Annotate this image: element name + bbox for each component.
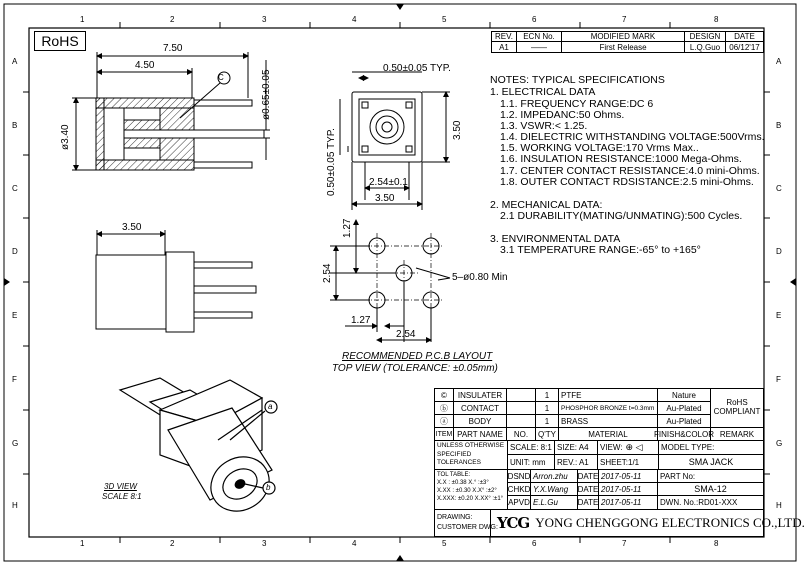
bom-no (506, 414, 536, 428)
bom-qty: 1 (535, 388, 559, 402)
row-label: C (776, 184, 782, 193)
bom-header: Q'TY (535, 427, 559, 441)
ecn-value: —— (516, 41, 562, 53)
projection-icon: ⊕ ◁ (625, 442, 643, 452)
rev-cell: REV.: A1 (554, 454, 598, 470)
row-label: F (776, 375, 781, 384)
dim-overall-length: 7.50 (163, 43, 183, 54)
row-label: D (776, 247, 782, 256)
pcb-dim-left: 2.54 (322, 263, 333, 283)
scale-cell: SCALE: 8:1 (507, 440, 555, 455)
dim-center-spacing: 2.54±0.1 (369, 177, 408, 188)
note-item: 1.6. INSULATION RESISTANCE:1000 Mega-Ohms. (500, 153, 742, 165)
col-label: 8 (714, 539, 719, 548)
dwn-no: DWN. No.:RD01-XXX (657, 495, 764, 510)
modified-value: First Release (561, 41, 685, 53)
row-label: F (12, 375, 17, 384)
row-label: G (12, 439, 19, 448)
bom-finish: Nature (657, 388, 711, 402)
dim-pin-diameter: ø0.65±0.05 (261, 69, 272, 120)
col-label: 3 (262, 539, 267, 548)
model-type-value: SMA JACK (658, 454, 764, 470)
note-item: 1.2. IMPEDANC:50 Ohms. (500, 109, 625, 121)
bom-no (506, 388, 536, 402)
pcb-caption-tolerance: TOP VIEW (TOLERANCE: ±0.05mm) (332, 363, 498, 374)
bom-part: INSULATER (453, 388, 507, 402)
bom-header: PART NAME (453, 427, 507, 441)
col-label: 6 (532, 15, 537, 24)
bom-remark: RoHS COMPLIANT (710, 388, 764, 428)
date-value: 2017-05-11 (598, 482, 658, 496)
unit-cell: UNIT: mm (507, 454, 555, 470)
unless-specified: UNLESS OTHERWISE SPECIFIED TOLERANCES (434, 440, 508, 470)
ecn-header: ECN No. (516, 31, 562, 42)
note-item: 1.4. DIELECTRIC WITHSTANDING VOLTAGE:500Vrms. (500, 131, 765, 143)
bom-finish: Au-Plated (657, 414, 711, 428)
pcb-dim-bottom: 2.54 (396, 329, 416, 340)
note-item: 1.7. CENTER CONTACT RESISTANCE:4.0 mini-Ohms. (500, 165, 760, 177)
row-label: H (12, 501, 18, 510)
col-label: 2 (170, 539, 175, 548)
bom-symbol: © (434, 388, 454, 402)
sheet-cell: SHEET:1/1 (597, 454, 659, 470)
drawing-label: DRAWING: (437, 514, 473, 522)
row-label: G (776, 439, 783, 448)
callout-b: b (266, 483, 271, 492)
date-header: DATE (725, 31, 764, 42)
dim-body-diameter: ø3.40 (60, 124, 71, 150)
bom-header: FINISH&COLOR (657, 427, 711, 441)
pcb-hole-label: 5–ø0.80 Min (452, 272, 508, 283)
customer-dwg-label: CUSTOMER DWG: (437, 524, 498, 531)
note-item: 1.3. VSWR:< 1.25. (500, 120, 588, 132)
side-view-2 (96, 230, 256, 332)
company-cell (490, 509, 805, 537)
bom-header: REMARK (710, 427, 764, 441)
drawing-customer-cell (434, 509, 498, 537)
row-label: E (776, 311, 782, 320)
bom-header: MATERIAL (558, 427, 658, 441)
bom-header: ITEM (434, 427, 454, 441)
tol-table (434, 469, 508, 510)
rohs-badge: RoHS (34, 31, 86, 51)
bom-part: CONTACT (453, 401, 507, 415)
part-no-label: PART No: (657, 469, 764, 483)
apvd-label: APVD (507, 495, 531, 510)
row-label: C (12, 184, 18, 193)
col-label: 5 (442, 15, 447, 24)
note-item: 2.1 DURABILITY(MATING/UNMATING):500 Cycles. (500, 210, 743, 222)
bom-header: NO. (506, 427, 536, 441)
row-label: B (776, 121, 782, 130)
company-logo: YCG (497, 514, 530, 532)
date-value: 2017-05-11 (598, 495, 658, 510)
dim-top-height: 3.50 (452, 120, 463, 140)
note-item: 1.8. OUTER CONTACT RDSISTANCE:2.5 mini-Ohms. (500, 176, 754, 188)
view-label: VIEW: (600, 443, 623, 452)
pcb-dim-bottom-left: 1.27 (351, 315, 371, 326)
col-label: 7 (622, 539, 627, 548)
date-label: DATE (577, 469, 599, 483)
rev-value: A1 (491, 41, 517, 53)
apvd-value: E.L.Gu (530, 495, 578, 510)
side-section-view (72, 52, 270, 170)
dsnd-value: Arron.zhu (530, 469, 578, 483)
pcb-layout (330, 220, 450, 342)
pcb-caption: RECOMMENDED P.C.B LAYOUT (342, 351, 493, 362)
col-label: 6 (532, 539, 537, 548)
dim-bottom-width: 3.50 (375, 193, 395, 204)
bom-finish: Au-Plated (657, 401, 711, 415)
note-item: 1.1. FREQUENCY RANGE:DC 6 (500, 98, 654, 110)
date-label: DATE (577, 482, 599, 496)
col-label: 3 (262, 15, 267, 24)
note-heading: 2. MECHANICAL DATA: (490, 199, 603, 211)
tol-title: TOL TABLE: (437, 472, 471, 478)
bom-no (506, 401, 536, 415)
design-value: L.Q.Guo (684, 41, 726, 53)
col-label: 1 (80, 15, 85, 24)
3d-view (120, 378, 279, 522)
row-label: B (12, 121, 18, 130)
bom-material: BRASS (558, 414, 658, 428)
bom-symbol: ⓑ (434, 401, 454, 415)
bom-qty: 1 (535, 414, 559, 428)
top-view (340, 72, 450, 210)
col-label: 5 (442, 539, 447, 548)
dim-side2-length: 3.50 (122, 222, 142, 233)
3d-view-scale: SCALE 8:1 (102, 492, 142, 501)
col-label: 1 (80, 539, 85, 548)
note-item: 3.1 TEMPERATURE RANGE:-65° to +165° (500, 244, 701, 256)
dim-pad-offset: 0.50±0.05 TYP. (326, 128, 337, 196)
callout-a: a (268, 402, 273, 411)
bom-symbol: ⓐ (434, 414, 454, 428)
modified-header: MODIFIED MARK (561, 31, 685, 42)
col-label: 8 (714, 15, 719, 24)
dim-pad-width: 0.50±0.05 TYP. (383, 63, 451, 74)
dim-body-length: 4.50 (135, 60, 155, 71)
size-cell: SIZE: A4 (554, 440, 598, 455)
note-heading: 3. ENVIRONMENTAL DATA (490, 233, 621, 245)
tol-row: X.XXX: ±0.20 X.XX° :±1° (437, 496, 504, 503)
row-label: D (12, 247, 18, 256)
view-cell (597, 440, 659, 455)
note-heading: 1. ELECTRICAL DATA (490, 86, 596, 98)
col-label: 4 (352, 15, 357, 24)
notes-title: NOTES: TYPICAL SPECIFICATIONS (490, 74, 665, 86)
rev-header: REV. (491, 31, 517, 42)
col-label: 4 (352, 539, 357, 548)
bom-part: BODY (453, 414, 507, 428)
date-label: DATE (577, 495, 599, 510)
chkd-value: Y.X.Wang (530, 482, 578, 496)
bom-material: PHOSPHOR BRONZE t=0.3mm (558, 401, 658, 415)
part-no-value: SMA-12 (657, 482, 764, 496)
tol-row: X.XX : ±0.30 X.X° :±2° (437, 488, 497, 495)
date-value: 2017-05-11 (598, 469, 658, 483)
design-header: DESIGN (684, 31, 726, 42)
row-label: E (12, 311, 18, 320)
chkd-label: CHKD (507, 482, 531, 496)
3d-view-caption: 3D VIEW (104, 482, 137, 491)
col-label: 7 (622, 15, 627, 24)
row-label: A (12, 57, 18, 66)
dsnd-label: DSND (507, 469, 531, 483)
row-label: A (776, 57, 782, 66)
bom-material: PTFE (558, 388, 658, 402)
pcb-dim-top: 1.27 (342, 218, 353, 238)
model-type-label: MODEL TYPE: (658, 440, 764, 455)
callout-c: C (218, 73, 224, 82)
company-name: YONG CHENGGONG ELECTRONICS CO.,LTD. (535, 515, 805, 530)
date-value: 06/12'17 (725, 41, 764, 53)
bom-qty: 1 (535, 401, 559, 415)
note-item: 1.5. WORKING VOLTAGE:170 Vrms Max.. (500, 142, 699, 154)
col-label: 2 (170, 15, 175, 24)
tol-row: X.X : ±0.38 X.° :±3° (437, 480, 489, 487)
row-label: H (776, 501, 782, 510)
